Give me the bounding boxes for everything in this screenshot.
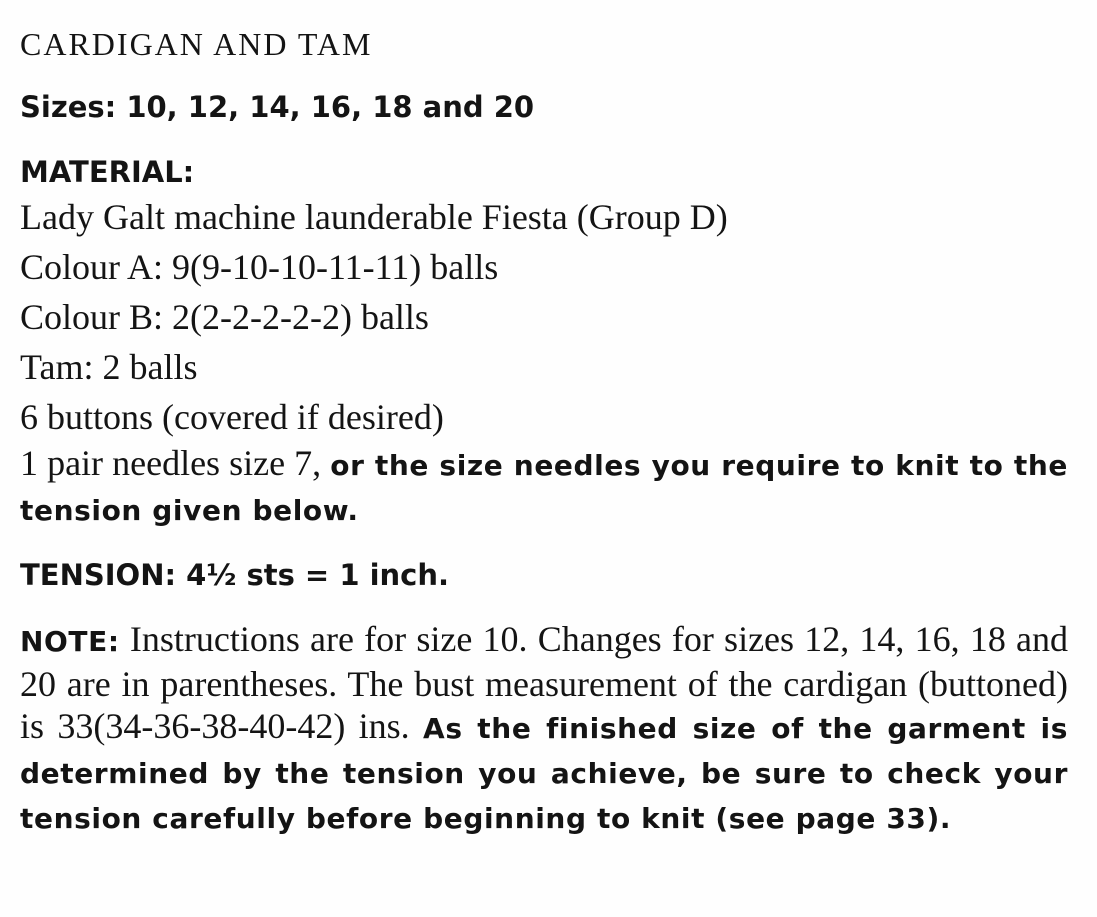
needles-note: or the size needles you require to knit to the tension given below. xyxy=(20,449,1068,527)
pattern-page xyxy=(20,22,1068,840)
note-paragraph xyxy=(20,618,1068,840)
material-tam: Tam: 2 balls xyxy=(20,347,198,387)
material-yarn: Lady Galt machine launderable Fiesta (Group D) xyxy=(20,197,728,237)
material-colour-a: Colour A: 9(9-10-10-11-11) balls xyxy=(20,247,499,287)
material-list xyxy=(20,192,1068,442)
note-text: Instructions are for size 10. Changes for sizes 12, 14, 16, 18 and 20 are in parentheses. The bust measurement of the cardigan (buttoned) is 33(34-36-38-40-42) ins. xyxy=(20,619,1068,746)
note-label: NOTE: xyxy=(20,625,120,658)
material-needles xyxy=(20,442,1068,532)
tension-line: TENSION: 4½ sts = 1 inch. xyxy=(20,558,450,592)
sizes-line: Sizes: 10, 12, 14, 16, 18 and 20 xyxy=(20,90,535,124)
pattern-title: CARDIGAN AND TAM xyxy=(20,26,373,62)
needles-text: 1 pair needles size 7, xyxy=(20,443,331,483)
material-buttons: 6 buttons (covered if desired) xyxy=(20,397,444,437)
material-heading: MATERIAL: xyxy=(20,155,195,189)
note-warning: As the finished size of the garment is determined by the tension you achieve, be sure to check your tension carefully before beginning to knit (see page 33). xyxy=(20,712,1068,835)
material-colour-b: Colour B: 2(2-2-2-2-2) balls xyxy=(20,297,429,337)
